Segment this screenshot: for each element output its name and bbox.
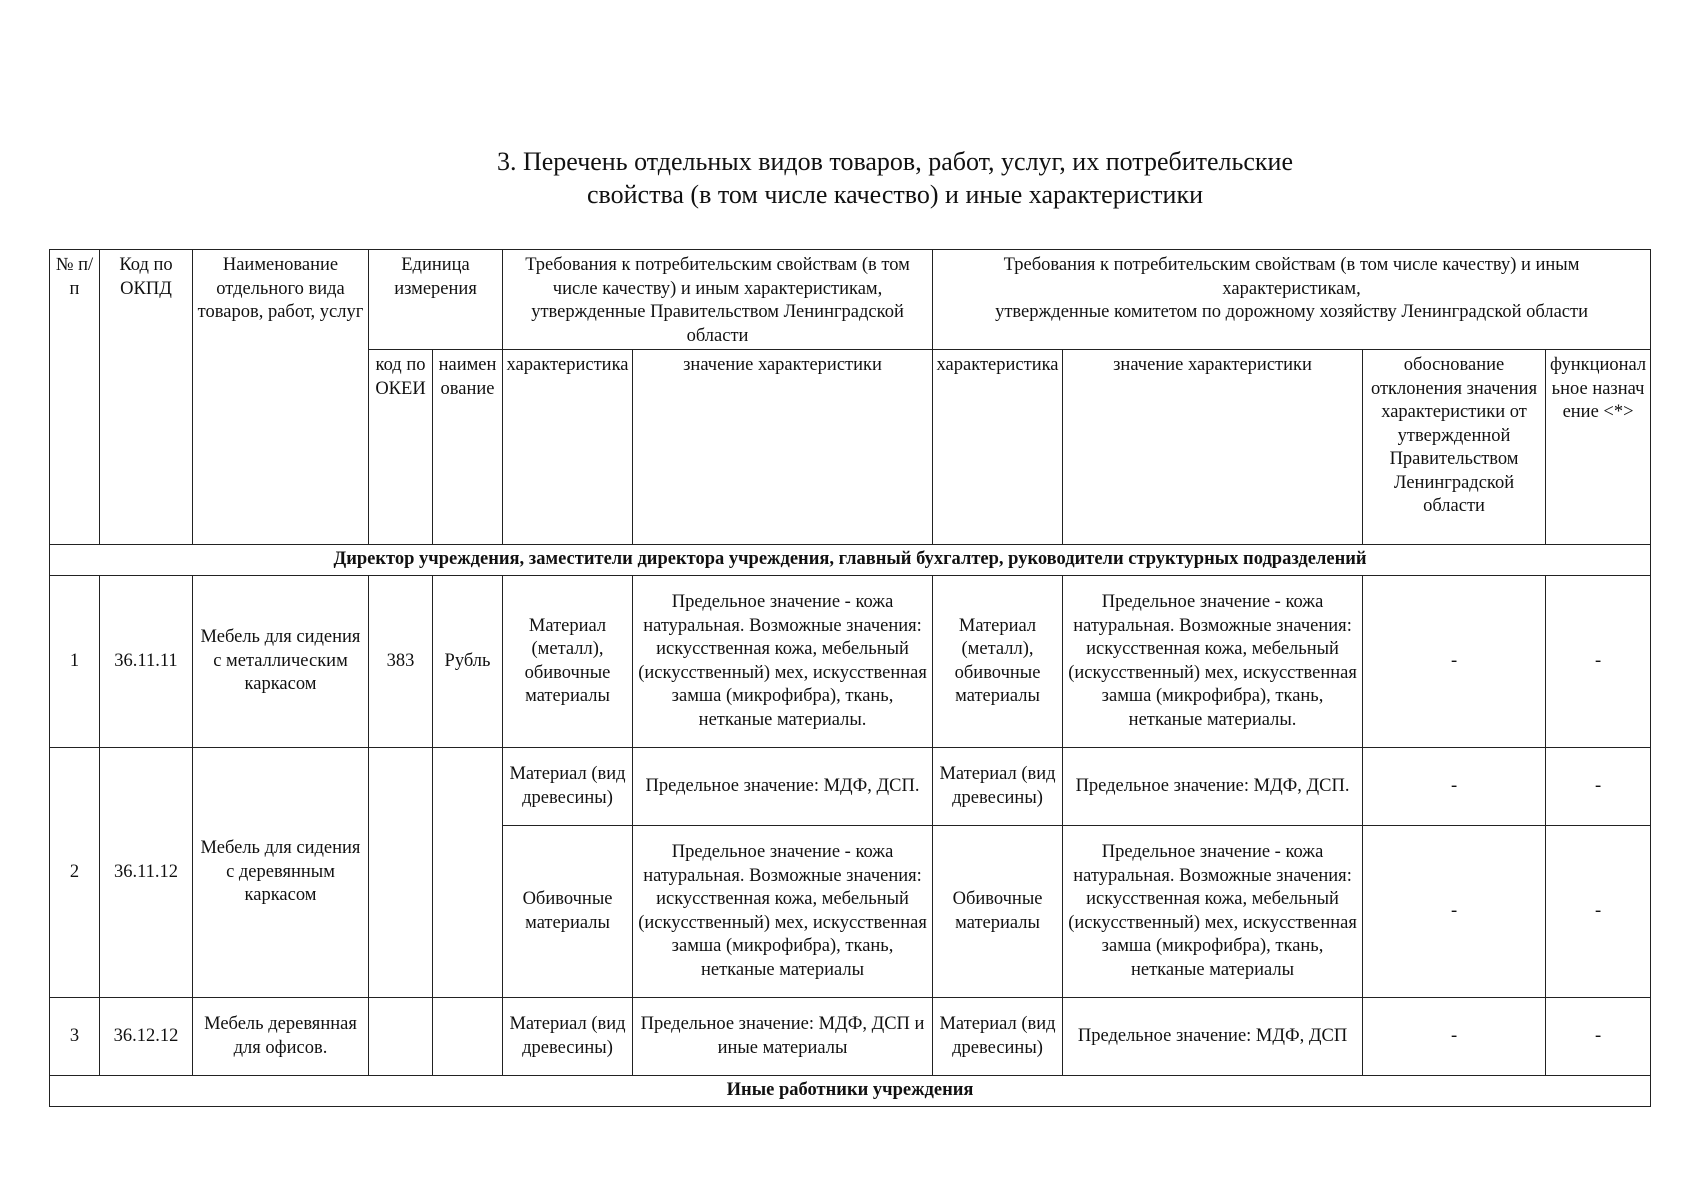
row-okpd: 36.12.12: [100, 998, 193, 1076]
row-name: Мебель деревянная для офисов.: [193, 998, 369, 1076]
header-requirements-government: Требования к потребительским свойствам (в том числе качеству) и иным характеристикам, утвержденные Правительством Ленинградской области: [503, 250, 933, 350]
row-characteristic-2: Материал (вид древесины): [933, 998, 1063, 1076]
row-characteristic: Материал (вид древесины): [503, 998, 633, 1076]
row-value-2: Предельное значение: МДФ, ДСП.: [1063, 748, 1363, 826]
row-justification: -: [1363, 826, 1546, 998]
header-row-1: [50, 250, 1651, 350]
row-okpd: 36.11.11: [100, 576, 193, 748]
row-name: Мебель для сидения с деревянным каркасом: [193, 748, 369, 998]
row-name: Мебель для сидения с металлическим каркасом: [193, 576, 369, 748]
section-others: Иные работники учреждения: [50, 1076, 1651, 1107]
row-function: -: [1546, 998, 1651, 1076]
section-directors: Директор учреждения, заместители директора учреждения, главный бухгалтер, руководители структурных подразделений: [50, 545, 1651, 576]
row-function: -: [1546, 576, 1651, 748]
row-unit: Рубль: [433, 576, 503, 748]
row-value: Предельное значение - кожа натуральная. Возможные значения: искусственная кожа, мебельный (искусственный) мех, искусственная замша (микрофибра), ткань, нетканые материалы.: [633, 576, 933, 748]
header-characteristic: характеристика: [503, 350, 633, 545]
row-num: 3: [50, 998, 100, 1076]
header-requirements-committee-line-2: утвержденные комитетом по дорожному хозяйству Ленинградской области: [995, 302, 1589, 322]
table-row: [50, 748, 1651, 826]
row-okpd: 36.11.12: [100, 748, 193, 998]
title-line-1: 3. Перечень отдельных видов товаров, работ, услуг, их потребительские: [496, 147, 1293, 176]
row-characteristic-2: Обивочные материалы: [933, 826, 1063, 998]
table-row: [50, 576, 1651, 748]
header-function: функциональное назначение <*>: [1546, 350, 1651, 545]
row-okei: 383: [369, 576, 433, 748]
title-line-2: свойства (в том числе качество) и иные характеристики: [586, 180, 1203, 209]
row-justification: -: [1363, 998, 1546, 1076]
row-value: Предельное значение: МДФ, ДСП и иные материалы: [633, 998, 933, 1076]
row-num: 1: [50, 576, 100, 748]
row-justification: -: [1363, 748, 1546, 826]
header-characteristic-2: характеристика: [933, 350, 1063, 545]
header-justification: обоснование отклонения значения характеристики от утвержденной Правительством Ленинградской области: [1363, 350, 1546, 545]
row-value-2: Предельное значение - кожа натуральная. Возможные значения: искусственная кожа, мебельный (искусственный) мех, искусственная замша (микрофибра), ткань, нетканые материалы.: [1063, 576, 1363, 748]
row-characteristic: Материал (металл), обивочные материалы: [503, 576, 633, 748]
row-function: -: [1546, 748, 1651, 826]
row-unit: [433, 748, 503, 998]
header-requirements-committee-line-1: Требования к потребительским свойствам (в том числе качеству) и иным характеристикам,: [1003, 255, 1580, 299]
row-value: Предельное значение: МДФ, ДСП.: [633, 748, 933, 826]
row-unit: [433, 998, 503, 1076]
header-okei-code: код по ОКЕИ: [369, 350, 433, 545]
row-characteristic-2: Материал (вид древесины): [933, 748, 1063, 826]
goods-requirements-table: [49, 249, 1651, 1107]
table-row: [50, 998, 1651, 1076]
row-function: -: [1546, 826, 1651, 998]
header-requirements-committee: [933, 250, 1651, 350]
row-num: 2: [50, 748, 100, 998]
row-value-2: Предельное значение - кожа натуральная. Возможные значения: искусственная кожа, мебельный (искусственный) мех, искусственная замша (микрофибра), ткань, нетканые материалы: [1063, 826, 1363, 998]
header-name: Наименование отдельного вида товаров, работ, услуг: [193, 250, 369, 545]
header-okpd: Код по ОКПД: [100, 250, 193, 545]
row-characteristic: Материал (вид древесины): [503, 748, 633, 826]
row-justification: -: [1363, 576, 1546, 748]
row-value: Предельное значение - кожа натуральная. Возможные значения: искусственная кожа, мебельный (искусственный) мех, искусственная замша (микрофибра), ткань, нетканые материалы: [633, 826, 933, 998]
header-unit: Единица измерения: [369, 250, 503, 350]
row-characteristic: Обивочные материалы: [503, 826, 633, 998]
document-title: [0, 145, 1687, 211]
section-row-directors: [50, 545, 1651, 576]
row-value-2: Предельное значение: МДФ, ДСП: [1063, 998, 1363, 1076]
header-value: значение характеристики: [633, 350, 933, 545]
row-characteristic-2: Материал (металл), обивочные материалы: [933, 576, 1063, 748]
row-okei: [369, 998, 433, 1076]
header-value-2: значение характеристики: [1063, 350, 1363, 545]
row-okei: [369, 748, 433, 998]
header-unit-name: наименование: [433, 350, 503, 545]
header-num: № п/п: [50, 250, 100, 545]
section-row-others: [50, 1076, 1651, 1107]
